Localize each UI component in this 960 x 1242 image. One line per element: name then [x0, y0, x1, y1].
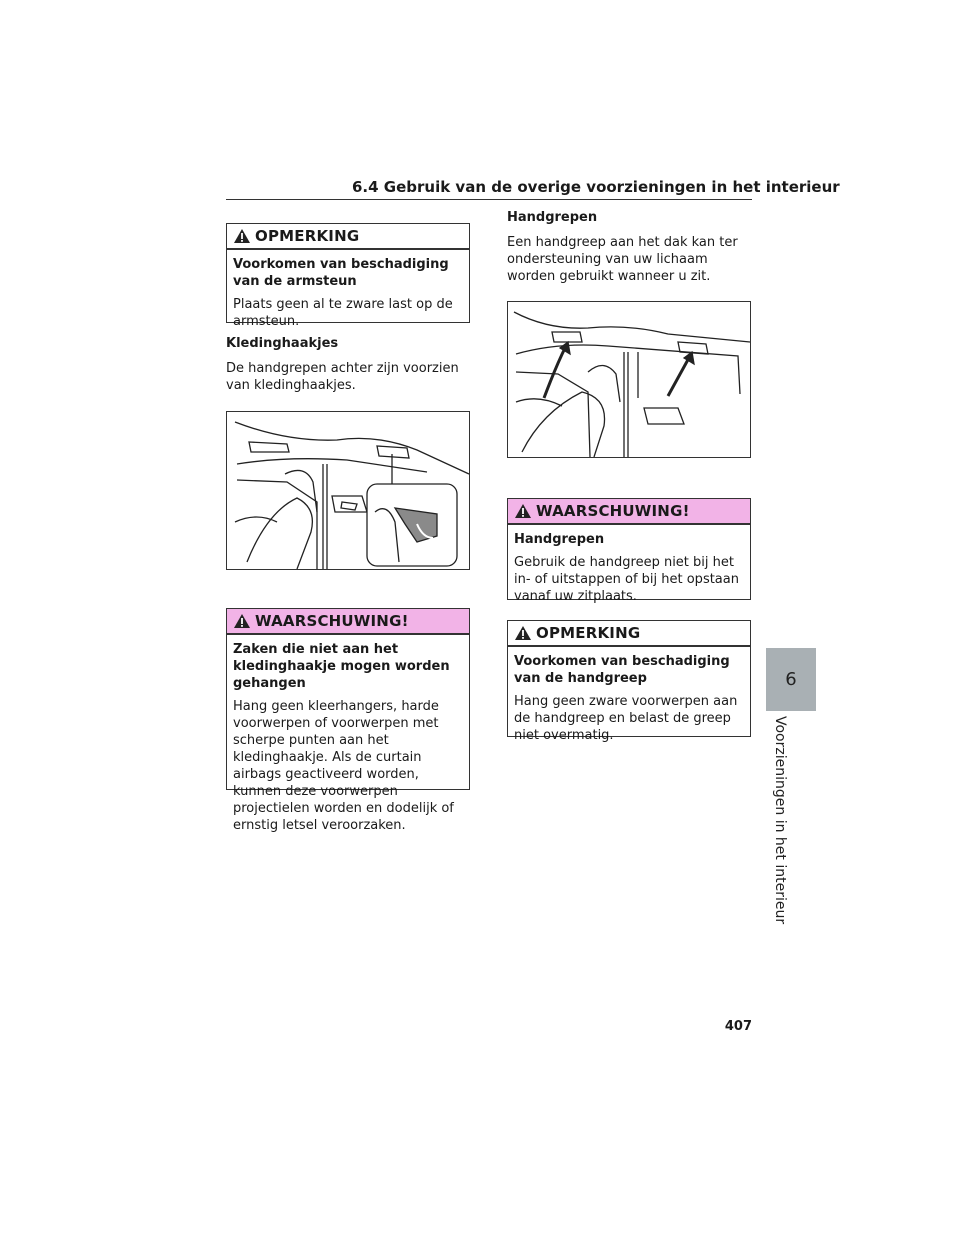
notice-subtitle: Voorkomen van beschadiging van de armsteun: [233, 257, 449, 289]
warning-box-clothing-hook: [226, 608, 470, 833]
notice-box-armrest: [226, 223, 470, 329]
warning-icon: [514, 503, 532, 519]
chapter-number: 6: [785, 669, 797, 690]
illustration-grab-handles: [507, 301, 751, 458]
warning-heading: WAARSCHUWING!: [536, 502, 690, 520]
warning-box-header: [227, 609, 469, 635]
notice-subtitle: Voorkomen van beschadiging van de handgreep: [514, 654, 730, 686]
header-divider: [226, 199, 752, 200]
chapter-tab: [766, 648, 816, 711]
notice-heading: OPMERKING: [255, 227, 360, 245]
warning-box-handles: [507, 498, 751, 604]
section-title-kledinghaakjes: Kledinghaakjes: [226, 336, 339, 351]
section-title-handgrepen: Handgrepen: [507, 210, 598, 225]
warning-text: Gebruik de handgreep niet bij het in- of uitstappen of bij het opstaan vanaf uw zitplaats.: [514, 555, 739, 604]
warning-heading: WAARSCHUWING!: [255, 612, 409, 630]
notice-box-header: [508, 621, 750, 647]
warning-icon: [233, 613, 251, 629]
section-text-kledinghaakjes: De handgrepen achter zijn voorzien van kledinghaakjes.: [226, 361, 459, 393]
notice-box-handle: [507, 620, 751, 743]
notice-box-header: [227, 224, 469, 250]
section-text-handgrepen: Een handgreep aan het dak kan ter ondersteuning van uw lichaam worden gebruikt wanneer u zit.: [507, 235, 738, 284]
notice-text: Plaats geen al te zware last op de armsteun.: [233, 297, 453, 329]
notice-heading: OPMERKING: [536, 624, 641, 642]
page-number: 407: [724, 1019, 752, 1034]
warning-subtitle: Zaken die niet aan het kledinghaakje mogen worden gehangen: [233, 642, 450, 691]
warning-subtitle: Handgrepen: [514, 532, 605, 547]
notice-text: Hang geen zware voorwerpen aan de handgreep en belast de greep niet overmatig.: [514, 694, 738, 743]
warning-box-header: [508, 499, 750, 525]
page-header-title: 6.4 Gebruik van de overige voorzieningen in het interieur: [352, 178, 840, 196]
illustration-clothing-hooks: [226, 411, 470, 570]
chapter-side-label: Voorzieningen in het interieur: [772, 716, 788, 925]
caution-icon: [233, 228, 251, 244]
caution-icon: [514, 625, 532, 641]
warning-text: Hang geen kleerhangers, harde voorwerpen of voorwerpen met scherpe punten aan het kledinghaakje. Als de curtain airbags geactiveerd worden, kunnen deze voorwerpen projectielen worden en dodelijk of ernstig letsel veroorzaken.: [233, 699, 454, 833]
